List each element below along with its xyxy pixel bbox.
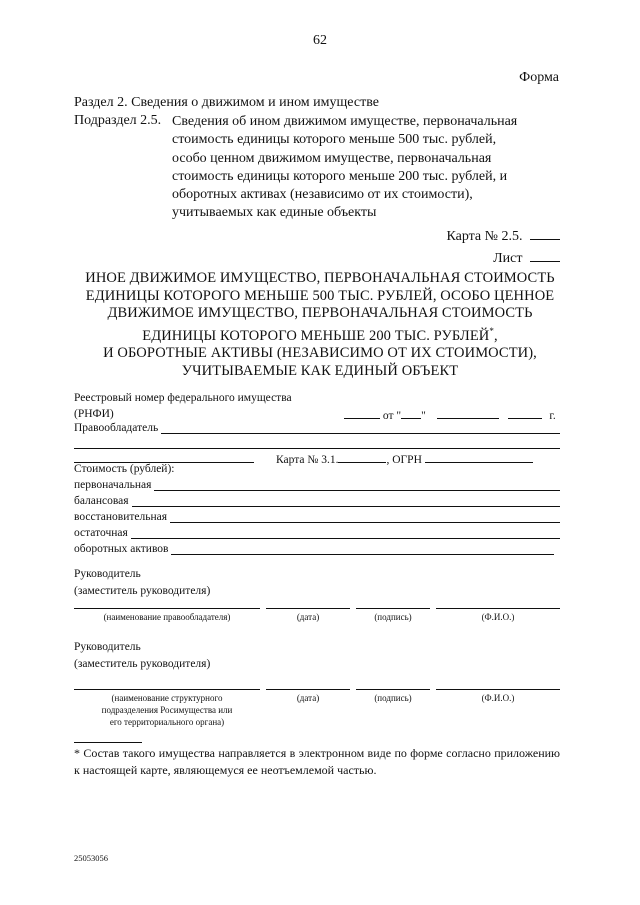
cost-field[interactable] <box>171 542 554 555</box>
caption-date: (дата) <box>296 612 320 622</box>
footnote-separator <box>74 742 142 743</box>
subsection-line: учитываемых как единые объекты <box>172 205 377 221</box>
card31-number-field[interactable] <box>338 449 386 463</box>
cost-field[interactable] <box>132 494 560 507</box>
subsection-text <box>172 113 560 223</box>
footnote-mark: * <box>489 325 494 336</box>
manager-title: Руководитель <box>74 641 141 653</box>
card31-row <box>276 449 533 466</box>
full-name-line[interactable] <box>436 608 560 609</box>
title-line: ИНОЕ ДВИЖИМОЕ ИМУЩЕСТВО, ПЕРВОНАЧАЛЬНАЯ СТОИМОСТЬ <box>85 270 555 286</box>
cost-field[interactable] <box>170 510 560 523</box>
caption-signature: (подпись) <box>374 612 412 622</box>
caption-full-name: (Ф.И.О.) <box>481 612 515 622</box>
rights-holder-field[interactable] <box>161 421 560 434</box>
card31-label: Карта № 3.1. <box>276 454 339 466</box>
signature-line[interactable] <box>356 689 430 690</box>
title-line: И ОБОРОТНЫЕ АКТИВЫ (НЕЗАВИСИМО ОТ ИХ СТОИМОСТИ), <box>103 345 537 362</box>
registry-number-field[interactable] <box>344 405 380 419</box>
card-label: Карта № 2.5. <box>446 229 523 244</box>
full-name-line[interactable] <box>436 689 560 690</box>
cost-row-label: восстановительная <box>74 511 168 523</box>
cost-row-label: первоначальная <box>74 479 152 491</box>
manager-2 <box>74 639 210 673</box>
subsection-line: особо ценном движимом имуществе, первоначальная <box>172 150 492 166</box>
subsection-number: Подраздел 2.5. <box>74 113 162 128</box>
date-line[interactable] <box>266 689 350 690</box>
caption-signature: (подпись) <box>374 693 412 703</box>
subsection-line: Сведения об ином движимом имуществе, первоначальная <box>172 114 518 129</box>
manager-subtitle: (заместитель руководителя) <box>74 585 211 597</box>
date-line[interactable] <box>266 608 350 609</box>
cost-field[interactable] <box>131 526 560 539</box>
rights-holder-row <box>74 421 560 434</box>
day-field[interactable] <box>401 405 421 419</box>
footnote-text: Состав такого имущества направляется в электронном виде по форме согласно приложению к настоящей карте, являющемуся ее неотъемлемой частью. <box>74 746 560 777</box>
quote-open: " <box>396 410 402 422</box>
holder-name-signature-line[interactable] <box>74 608 260 609</box>
cost-row-label: оборотных активов <box>74 543 169 555</box>
title-line-tail: , <box>493 327 498 344</box>
title-line-text: ЕДИНИЦЫ КОТОРОГО МЕНЬШЕ 200 ТЫС. РУБЛЕЙ <box>142 327 490 344</box>
year-suffix: г. <box>549 410 556 422</box>
main-title <box>60 270 580 380</box>
manager-subtitle: (заместитель руководителя) <box>74 658 211 670</box>
footnote <box>74 745 560 779</box>
page-number: 62 <box>313 33 327 48</box>
cost-row-label: балансовая <box>74 495 129 507</box>
caption-org-name <box>74 692 260 728</box>
title-line: УЧИТЫВАЕМЫЕ КАК ЕДИНЫЙ ОБЪЕКТ <box>181 362 459 379</box>
section-title: Раздел 2. Сведения о движимом и ином имуществе <box>74 95 379 110</box>
sheet-line <box>493 248 560 267</box>
subsection-line: стоимость единицы которого меньше 200 тыс. рублей, и <box>172 168 508 184</box>
cost-row-initial <box>74 478 560 491</box>
manager-1 <box>74 566 210 600</box>
registry-label-line: (РНФИ) <box>74 408 114 420</box>
year-field[interactable] <box>508 405 542 419</box>
cost-title: Стоимость (рублей): <box>74 463 175 475</box>
from-label: от <box>382 410 394 422</box>
ogrn-field[interactable] <box>425 449 533 463</box>
cost-row-working-assets <box>74 542 554 555</box>
quote-close: " <box>421 410 426 422</box>
caption-line: подразделения Росимущества или <box>101 705 233 715</box>
cost-row-residual <box>74 526 560 539</box>
signature-line[interactable] <box>356 608 430 609</box>
subsection-line: стоимость единицы которого меньше 500 тыс. рублей, <box>172 132 497 148</box>
caption-line: его территориального органа) <box>109 717 225 727</box>
footnote-mark: * <box>74 746 80 760</box>
cost-row-label: остаточная <box>74 527 128 539</box>
card-number-line <box>446 226 560 245</box>
subsection-line: оборотных активах (независимо от их стоимости), <box>172 187 473 203</box>
caption-full-name: (Ф.И.О.) <box>481 693 515 703</box>
caption-line: (наименование структурного <box>111 693 223 703</box>
cost-row-balance <box>74 494 560 507</box>
sheet-number-field[interactable] <box>530 248 560 262</box>
manager-title: Руководитель <box>74 568 141 580</box>
caption-date: (дата) <box>296 693 320 703</box>
cost-row-restoration <box>74 510 560 523</box>
caption-holder-name: (наименование правообладателя) <box>103 612 231 622</box>
card-number-field[interactable] <box>530 226 560 240</box>
registry-number-label <box>74 390 292 422</box>
title-line: ЕДИНИЦЫ КОТОРОГО МЕНЬШЕ 500 ТЫС. РУБЛЕЙ, ОСОБО ЦЕННОЕ <box>85 287 555 304</box>
title-line: ДВИЖИМОЕ ИМУЩЕСТВО, ПЕРВОНАЧАЛЬНАЯ СТОИМОСТЬ <box>107 305 533 322</box>
document-code: 25053056 <box>74 853 108 863</box>
form-label: Форма <box>519 70 559 85</box>
rights-holder-label: Правообладатель <box>74 422 159 434</box>
month-field[interactable] <box>437 405 499 419</box>
ogrn-label: , ОГРН <box>386 454 422 466</box>
cost-field[interactable] <box>154 478 560 491</box>
registry-label-line: Реестровый номер федерального имущества <box>74 392 292 404</box>
org-name-signature-line[interactable] <box>74 689 260 690</box>
sheet-label: Лист <box>493 251 523 266</box>
title-line <box>60 323 580 345</box>
registry-number-fields <box>344 405 556 422</box>
